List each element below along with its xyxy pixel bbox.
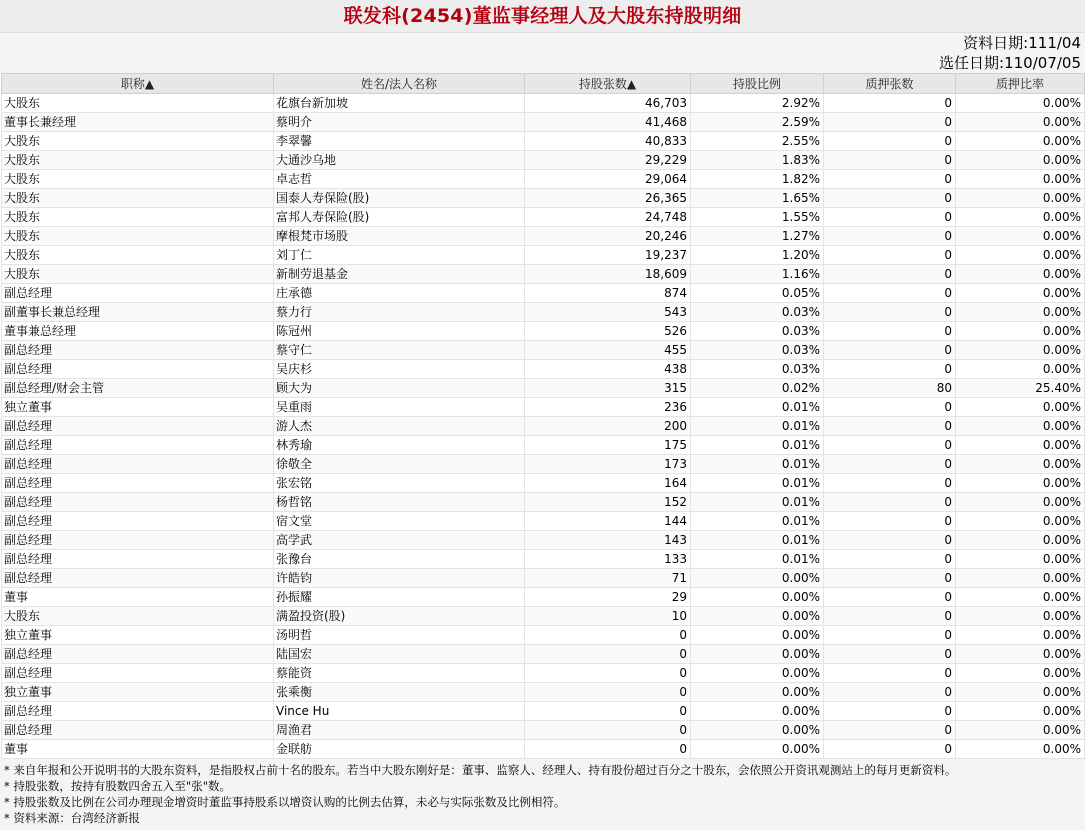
cell-name: 游人杰: [274, 417, 525, 436]
cell-pledge-ratio: 0.00%: [956, 607, 1085, 626]
pick-date: 选任日期:110/07/05: [939, 54, 1081, 72]
cell-title: 副董事长兼总经理: [2, 303, 274, 322]
table-row: [2, 303, 1085, 322]
cell-title: 副总经理: [2, 664, 274, 683]
cell-name: 许皓钧: [274, 569, 525, 588]
cell-pledge-ratio: 0.00%: [956, 550, 1085, 569]
cell-pledge-ratio: 0.00%: [956, 322, 1085, 341]
table-row: [2, 113, 1085, 132]
cell-name: 卓志哲: [274, 170, 525, 189]
cell-pledge-ratio: 0.00%: [956, 626, 1085, 645]
cell-name: 陆国宏: [274, 645, 525, 664]
cell-name: 摩根梵市场股: [274, 227, 525, 246]
cell-name: 蔡明介: [274, 113, 525, 132]
cell-title: 副总经理: [2, 531, 274, 550]
cell-name: 满盈投资(股): [274, 607, 525, 626]
cell-name: 高学武: [274, 531, 525, 550]
cell-pledge-ratio: 0.00%: [956, 721, 1085, 740]
table-row: [2, 740, 1085, 759]
cell-pledged: 0: [824, 493, 956, 512]
table-row: [2, 550, 1085, 569]
cell-shares: 543: [525, 303, 691, 322]
table-row: [2, 626, 1085, 645]
cell-pledge-ratio: 0.00%: [956, 455, 1085, 474]
cell-title: 独立董事: [2, 626, 274, 645]
cell-name: 周渔君: [274, 721, 525, 740]
table-row: [2, 417, 1085, 436]
cell-title: 副总经理/财会主管: [2, 379, 274, 398]
cell-name: 顾大为: [274, 379, 525, 398]
data-date: 资料日期:111/04: [963, 34, 1081, 52]
cell-ratio: 0.01%: [691, 531, 824, 550]
table-header-row: [2, 74, 1085, 94]
cell-title: 副总经理: [2, 455, 274, 474]
cell-shares: 315: [525, 379, 691, 398]
cell-shares: 29: [525, 588, 691, 607]
col-header-pledge-ratio: 质押比率: [956, 74, 1085, 94]
cell-pledged: 0: [824, 569, 956, 588]
cell-pledged: 0: [824, 664, 956, 683]
cell-pledged: 0: [824, 740, 956, 759]
cell-pledged: 0: [824, 645, 956, 664]
table-row: [2, 398, 1085, 417]
table-row: [2, 360, 1085, 379]
table-row: [2, 721, 1085, 740]
cell-name: 蔡守仁: [274, 341, 525, 360]
cell-ratio: 0.01%: [691, 512, 824, 531]
note-1: * 来自年报和公开说明书的大股东资料，是指股权占前十名的股东。若当中大股东刚好是：董事、监察人、经理人、持有股份超过百分之十股东，会依照公开资讯观测站上的每月更新资料。: [4, 763, 957, 777]
table-row: [2, 227, 1085, 246]
cell-shares: 455: [525, 341, 691, 360]
cell-title: 大股东: [2, 151, 274, 170]
table-row: [2, 474, 1085, 493]
cell-pledged: 0: [824, 550, 956, 569]
cell-pledged: 0: [824, 436, 956, 455]
cell-ratio: 0.00%: [691, 569, 824, 588]
cell-pledge-ratio: 0.00%: [956, 417, 1085, 436]
cell-ratio: 0.01%: [691, 455, 824, 474]
cell-title: 大股东: [2, 132, 274, 151]
table-body: [2, 94, 1085, 759]
col-header-shares[interactable]: 持股张数▲: [525, 74, 691, 94]
table-row: [2, 341, 1085, 360]
cell-name: 汤明哲: [274, 626, 525, 645]
cell-title: 副总经理: [2, 474, 274, 493]
cell-pledge-ratio: 0.00%: [956, 702, 1085, 721]
cell-title: 大股东: [2, 189, 274, 208]
cell-pledged: 0: [824, 512, 956, 531]
cell-pledged: 0: [824, 455, 956, 474]
note-4: * 资料来源：台湾经济新报: [4, 811, 140, 825]
cell-shares: 144: [525, 512, 691, 531]
cell-title: 董事: [2, 740, 274, 759]
cell-pledged: 0: [824, 474, 956, 493]
cell-ratio: 0.03%: [691, 322, 824, 341]
cell-title: 独立董事: [2, 398, 274, 417]
cell-name: 庄承德: [274, 284, 525, 303]
cell-shares: 0: [525, 740, 691, 759]
title-bar: [0, 0, 1085, 33]
table-row: [2, 455, 1085, 474]
cell-pledge-ratio: 25.40%: [956, 379, 1085, 398]
cell-title: 大股东: [2, 246, 274, 265]
cell-ratio: 0.03%: [691, 341, 824, 360]
col-header-title[interactable]: 职称▲: [2, 74, 274, 94]
cell-shares: 41,468: [525, 113, 691, 132]
table-row: [2, 531, 1085, 550]
cell-pledged: 0: [824, 113, 956, 132]
cell-pledge-ratio: 0.00%: [956, 94, 1085, 113]
cell-shares: 175: [525, 436, 691, 455]
cell-pledged: 0: [824, 132, 956, 151]
cell-title: 大股东: [2, 607, 274, 626]
cell-ratio: 0.01%: [691, 436, 824, 455]
cell-pledge-ratio: 0.00%: [956, 151, 1085, 170]
cell-title: 副总经理: [2, 645, 274, 664]
cell-pledged: 0: [824, 531, 956, 550]
col-header-ratio: 持股比例: [691, 74, 824, 94]
cell-pledge-ratio: 0.00%: [956, 493, 1085, 512]
cell-title: 副总经理: [2, 569, 274, 588]
table-row: [2, 322, 1085, 341]
cell-name: 陈冠州: [274, 322, 525, 341]
cell-pledged: 0: [824, 702, 956, 721]
cell-ratio: 1.65%: [691, 189, 824, 208]
cell-pledge-ratio: 0.00%: [956, 132, 1085, 151]
cell-title: 大股东: [2, 227, 274, 246]
table-row: [2, 208, 1085, 227]
cell-title: 副总经理: [2, 550, 274, 569]
cell-shares: 152: [525, 493, 691, 512]
cell-shares: 29,064: [525, 170, 691, 189]
cell-pledge-ratio: 0.00%: [956, 227, 1085, 246]
cell-pledge-ratio: 0.00%: [956, 740, 1085, 759]
cell-pledged: 0: [824, 94, 956, 113]
cell-title: 副总经理: [2, 341, 274, 360]
cell-title: 副总经理: [2, 493, 274, 512]
cell-ratio: 1.16%: [691, 265, 824, 284]
cell-title: 大股东: [2, 208, 274, 227]
cell-name: 张乘衡: [274, 683, 525, 702]
cell-title: 董事: [2, 588, 274, 607]
cell-pledge-ratio: 0.00%: [956, 683, 1085, 702]
table-row: [2, 379, 1085, 398]
cell-name: 金联舫: [274, 740, 525, 759]
cell-title: 副总经理: [2, 417, 274, 436]
note-3: * 持股张数及比例在公司办理现金增资时董监事持股系以增资认购的比例去估算，未必与实际张数及比例相符。: [4, 795, 566, 809]
cell-name: 吴重雨: [274, 398, 525, 417]
cell-shares: 143: [525, 531, 691, 550]
cell-shares: 19,237: [525, 246, 691, 265]
cell-name: 徐敬全: [274, 455, 525, 474]
table-row: [2, 246, 1085, 265]
table-row: [2, 607, 1085, 626]
cell-pledge-ratio: 0.00%: [956, 531, 1085, 550]
cell-shares: 40,833: [525, 132, 691, 151]
cell-name: 杨哲铭: [274, 493, 525, 512]
cell-pledged: 0: [824, 398, 956, 417]
cell-title: 董事兼总经理: [2, 322, 274, 341]
cell-shares: 874: [525, 284, 691, 303]
cell-name: 李翠馨: [274, 132, 525, 151]
cell-pledge-ratio: 0.00%: [956, 113, 1085, 132]
cell-title: 副总经理: [2, 702, 274, 721]
cell-ratio: 0.00%: [691, 645, 824, 664]
cell-pledged: 0: [824, 208, 956, 227]
cell-shares: 20,246: [525, 227, 691, 246]
cell-title: 董事长兼经理: [2, 113, 274, 132]
cell-pledge-ratio: 0.00%: [956, 208, 1085, 227]
cell-shares: 71: [525, 569, 691, 588]
cell-ratio: 0.05%: [691, 284, 824, 303]
cell-name: 新制劳退基金: [274, 265, 525, 284]
cell-pledged: 0: [824, 189, 956, 208]
cell-shares: 0: [525, 626, 691, 645]
cell-name: 蔡能资: [274, 664, 525, 683]
cell-pledge-ratio: 0.00%: [956, 569, 1085, 588]
cell-ratio: 2.59%: [691, 113, 824, 132]
cell-pledged: 0: [824, 170, 956, 189]
cell-name: 吴庆杉: [274, 360, 525, 379]
cell-pledge-ratio: 0.00%: [956, 588, 1085, 607]
cell-shares: 236: [525, 398, 691, 417]
table-row: [2, 94, 1085, 113]
cell-pledged: 0: [824, 151, 956, 170]
cell-ratio: 0.00%: [691, 626, 824, 645]
cell-shares: 0: [525, 664, 691, 683]
cell-ratio: 0.00%: [691, 740, 824, 759]
cell-pledged: 0: [824, 246, 956, 265]
cell-pledge-ratio: 0.00%: [956, 170, 1085, 189]
table-row: [2, 702, 1085, 721]
cell-title: 副总经理: [2, 436, 274, 455]
cell-name: 孙振耀: [274, 588, 525, 607]
table-row: [2, 170, 1085, 189]
cell-shares: 26,365: [525, 189, 691, 208]
cell-title: 独立董事: [2, 683, 274, 702]
cell-ratio: 1.82%: [691, 170, 824, 189]
table-row: [2, 493, 1085, 512]
cell-pledge-ratio: 0.00%: [956, 436, 1085, 455]
cell-ratio: 2.92%: [691, 94, 824, 113]
cell-shares: 0: [525, 683, 691, 702]
cell-pledged: 0: [824, 341, 956, 360]
cell-ratio: 0.00%: [691, 702, 824, 721]
cell-name: 大通沙乌地: [274, 151, 525, 170]
cell-pledge-ratio: 0.00%: [956, 664, 1085, 683]
cell-pledge-ratio: 0.00%: [956, 360, 1085, 379]
cell-pledged: 0: [824, 607, 956, 626]
cell-title: 大股东: [2, 170, 274, 189]
cell-ratio: 0.03%: [691, 303, 824, 322]
table-row: [2, 569, 1085, 588]
cell-ratio: 1.55%: [691, 208, 824, 227]
cell-shares: 0: [525, 645, 691, 664]
cell-ratio: 1.83%: [691, 151, 824, 170]
table-row: [2, 664, 1085, 683]
cell-ratio: 0.00%: [691, 721, 824, 740]
cell-shares: 526: [525, 322, 691, 341]
cell-title: 副总经理: [2, 284, 274, 303]
cell-pledged: 0: [824, 626, 956, 645]
cell-shares: 0: [525, 721, 691, 740]
cell-ratio: 2.55%: [691, 132, 824, 151]
table-row: [2, 436, 1085, 455]
cell-ratio: 0.01%: [691, 493, 824, 512]
cell-title: 副总经理: [2, 512, 274, 531]
cell-ratio: 0.00%: [691, 607, 824, 626]
date-info: [0, 33, 1085, 73]
cell-pledge-ratio: 0.00%: [956, 512, 1085, 531]
cell-title: 副总经理: [2, 721, 274, 740]
cell-pledge-ratio: 0.00%: [956, 341, 1085, 360]
cell-name: 张豫台: [274, 550, 525, 569]
cell-pledged: 0: [824, 322, 956, 341]
cell-pledge-ratio: 0.00%: [956, 303, 1085, 322]
cell-ratio: 0.01%: [691, 417, 824, 436]
table-row: [2, 284, 1085, 303]
cell-ratio: 0.00%: [691, 588, 824, 607]
cell-pledged: 0: [824, 284, 956, 303]
cell-shares: 173: [525, 455, 691, 474]
cell-shares: 10: [525, 607, 691, 626]
table-row: [2, 151, 1085, 170]
cell-name: 富邦人寿保险(股): [274, 208, 525, 227]
cell-pledge-ratio: 0.00%: [956, 398, 1085, 417]
cell-name: 张宏铭: [274, 474, 525, 493]
cell-shares: 46,703: [525, 94, 691, 113]
cell-ratio: 0.02%: [691, 379, 824, 398]
cell-ratio: 0.00%: [691, 664, 824, 683]
cell-pledged: 0: [824, 360, 956, 379]
col-header-name: 姓名/法人名称: [274, 74, 525, 94]
cell-pledged: 0: [824, 303, 956, 322]
cell-ratio: 1.27%: [691, 227, 824, 246]
cell-ratio: 0.01%: [691, 474, 824, 493]
cell-pledged: 80: [824, 379, 956, 398]
cell-title: 副总经理: [2, 360, 274, 379]
cell-name: 刘丁仁: [274, 246, 525, 265]
table-row: [2, 645, 1085, 664]
cell-name: 国泰人寿保险(股): [274, 189, 525, 208]
cell-ratio: 0.03%: [691, 360, 824, 379]
notes: [0, 759, 1085, 830]
cell-pledged: 0: [824, 683, 956, 702]
cell-shares: 200: [525, 417, 691, 436]
cell-name: 蔡力行: [274, 303, 525, 322]
cell-pledge-ratio: 0.00%: [956, 645, 1085, 664]
cell-shares: 438: [525, 360, 691, 379]
table-row: [2, 265, 1085, 284]
cell-pledge-ratio: 0.00%: [956, 189, 1085, 208]
table-row: [2, 588, 1085, 607]
cell-shares: 24,748: [525, 208, 691, 227]
table-row: [2, 189, 1085, 208]
cell-name: 宿文堂: [274, 512, 525, 531]
cell-pledged: 0: [824, 588, 956, 607]
cell-pledge-ratio: 0.00%: [956, 246, 1085, 265]
page-title: 联发科(2454)董监事经理人及大股东持股明细: [343, 5, 742, 27]
cell-title: 大股东: [2, 265, 274, 284]
table-row: [2, 683, 1085, 702]
cell-pledge-ratio: 0.00%: [956, 284, 1085, 303]
cell-pledge-ratio: 0.00%: [956, 265, 1085, 284]
cell-name: Vince Hu: [274, 702, 525, 721]
cell-ratio: 1.20%: [691, 246, 824, 265]
cell-pledge-ratio: 0.00%: [956, 474, 1085, 493]
cell-pledged: 0: [824, 721, 956, 740]
table-row: [2, 132, 1085, 151]
cell-ratio: 0.01%: [691, 550, 824, 569]
cell-name: 花旗台新加坡: [274, 94, 525, 113]
cell-ratio: 0.01%: [691, 398, 824, 417]
cell-name: 林秀瑜: [274, 436, 525, 455]
cell-title: 大股东: [2, 94, 274, 113]
cell-shares: 164: [525, 474, 691, 493]
table-row: [2, 512, 1085, 531]
holdings-table: [1, 73, 1085, 759]
cell-pledged: 0: [824, 417, 956, 436]
cell-shares: 29,229: [525, 151, 691, 170]
cell-shares: 18,609: [525, 265, 691, 284]
cell-ratio: 0.00%: [691, 683, 824, 702]
col-header-pledged: 质押张数: [824, 74, 956, 94]
cell-shares: 133: [525, 550, 691, 569]
note-2: * 持股张数，按持有股数四舍五入至"张"数。: [4, 779, 231, 793]
cell-pledged: 0: [824, 265, 956, 284]
cell-shares: 0: [525, 702, 691, 721]
cell-pledged: 0: [824, 227, 956, 246]
